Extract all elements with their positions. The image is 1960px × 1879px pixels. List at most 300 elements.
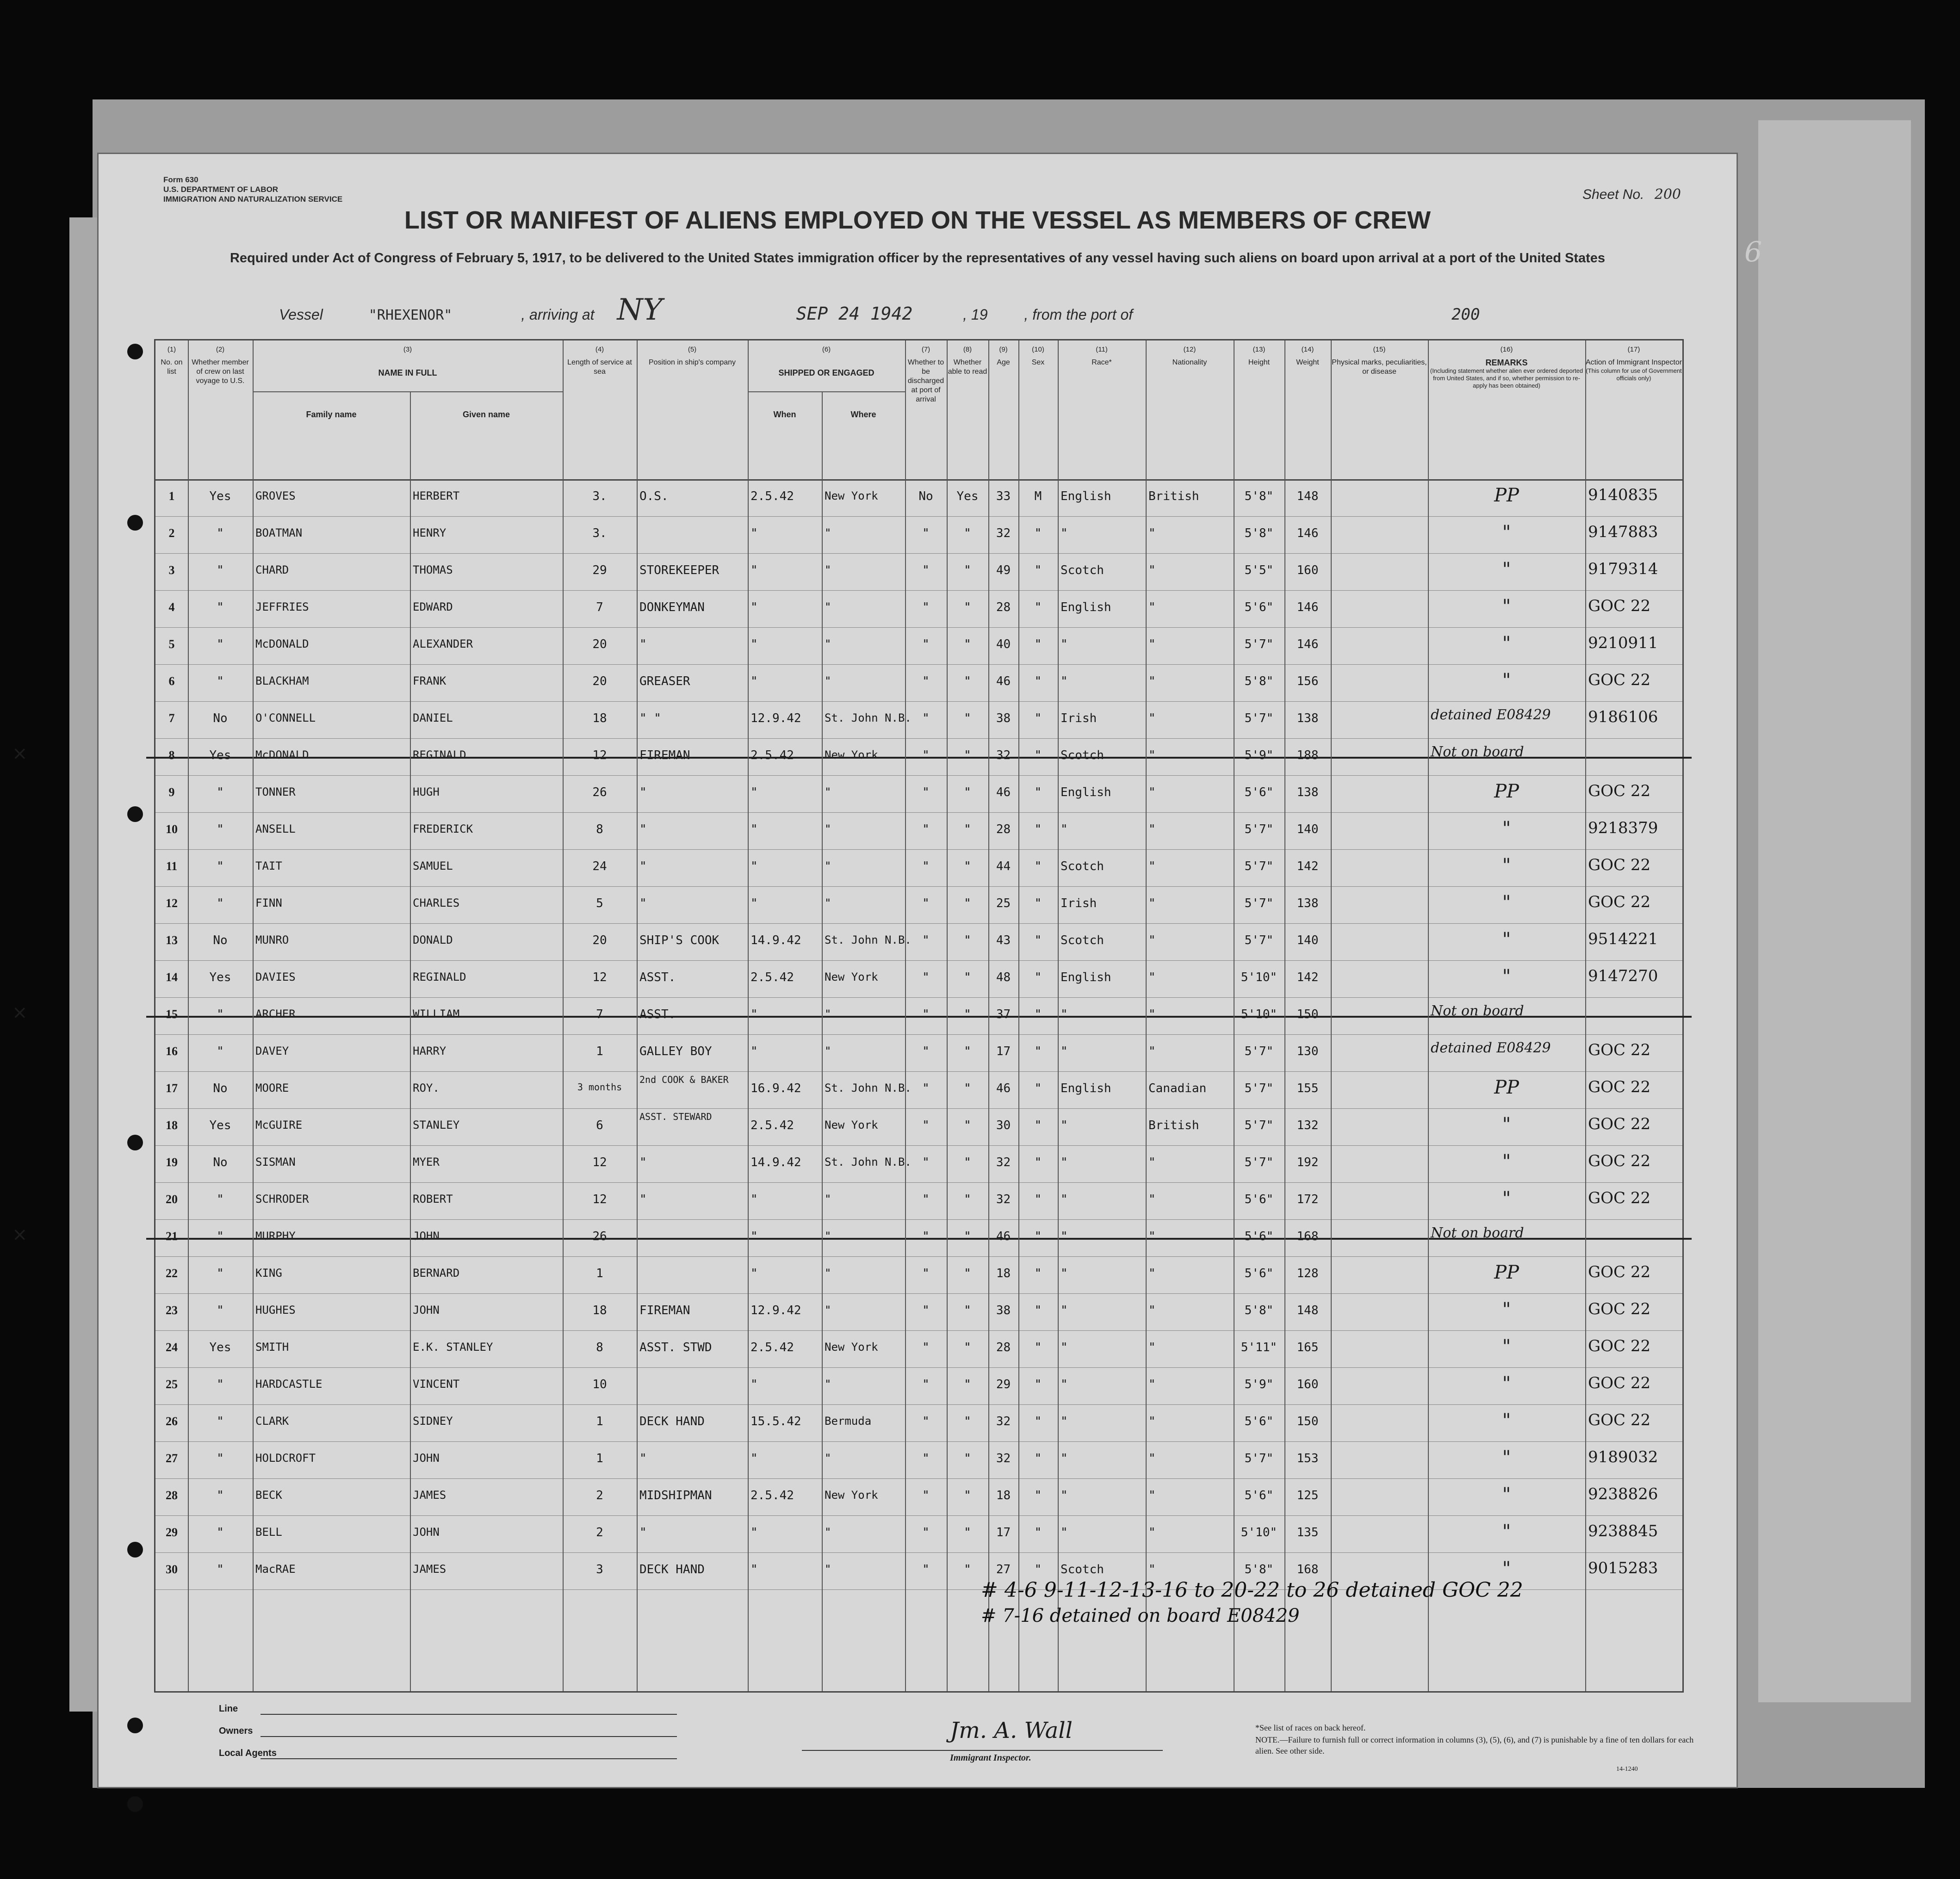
cell-prev: " [217, 1415, 224, 1428]
cell-family: ARCHER [255, 1007, 296, 1020]
cell-pos: DECK HAND [639, 1415, 705, 1428]
race-note: *See list of races on back hereof. [1255, 1723, 1366, 1732]
cell-age: 46 [996, 1230, 1011, 1243]
cell-where: " [825, 1007, 831, 1020]
cell-ht: 5'6" [1244, 1267, 1274, 1280]
cell-n: 21 [166, 1230, 178, 1243]
cell-wt: 142 [1296, 859, 1319, 873]
cell-act: GOC 22 [1588, 782, 1651, 800]
table-row [155, 1108, 1682, 1145]
cell-rem: " [1502, 855, 1511, 876]
cell-act: 9179314 [1588, 560, 1658, 578]
cell-race: " [1061, 1007, 1068, 1021]
column-header-c10 [1018, 345, 1058, 367]
cell-when: 12.9.42 [751, 711, 801, 725]
cell-prev: " [217, 1452, 224, 1465]
cell-race: " [1061, 1230, 1068, 1243]
cell-prev: Yes [209, 970, 231, 984]
cell-rem: Not on board [1431, 1003, 1524, 1019]
cell-pos: O.S. [639, 489, 669, 503]
cell-race: English [1061, 600, 1111, 614]
cell-sex: " [1034, 1489, 1042, 1502]
cell-age: 25 [996, 896, 1011, 910]
cell-when: " [751, 1267, 758, 1280]
column-note: (This column for use of Government officials only) [1586, 367, 1682, 382]
column-label: Weight [1296, 358, 1319, 366]
cell-prev: " [217, 600, 224, 614]
cell-prev: " [217, 1304, 224, 1317]
cell-rem: " [1502, 1114, 1511, 1135]
cell-disch: " [922, 1526, 930, 1539]
cell-n: 7 [168, 711, 175, 725]
cell-age: 46 [996, 1082, 1011, 1095]
cell-race: " [1061, 1267, 1068, 1280]
cell-pos: MIDSHIPMAN [639, 1489, 712, 1502]
column-number: (9) [999, 346, 1008, 353]
cell-read: " [964, 1193, 971, 1206]
owners-label: Owners [219, 1726, 253, 1736]
cell-where: St. John N.B. [825, 1156, 912, 1168]
cell-wt: 188 [1296, 748, 1319, 762]
cell-family: SMITH [255, 1341, 289, 1354]
cell-rem: " [1502, 596, 1511, 617]
column-header-c2 [188, 345, 253, 386]
signature-rule [802, 1750, 1163, 1751]
sheet-number-label: Sheet No. [1582, 187, 1644, 202]
summary-note-2: # 7-16 detained on board E08429 [981, 1605, 1300, 1626]
cell-act: GOC 22 [1588, 597, 1651, 615]
cell-disch: " [922, 785, 930, 799]
cell-n: 30 [166, 1563, 178, 1576]
cell-read: " [964, 600, 971, 614]
column-header-c11 [1058, 345, 1146, 367]
cell-disch: " [922, 1230, 930, 1243]
cell-disch: " [922, 1452, 930, 1465]
column-number: (16) [1500, 346, 1513, 353]
cell-act: GOC 22 [1588, 893, 1651, 911]
cell-family: MOORE [255, 1082, 289, 1094]
cell-where: " [825, 785, 831, 798]
cell-given: JOHN [413, 1304, 440, 1317]
cell-ht: 5'8" [1244, 674, 1274, 688]
cell-svc: 3 [596, 1563, 603, 1576]
cell-sex: " [1034, 1267, 1042, 1280]
cell-age: 38 [996, 1304, 1011, 1317]
cell-read: " [964, 1156, 971, 1169]
cell-given: MYER [413, 1156, 440, 1168]
cell-ht: 5'7" [1244, 711, 1274, 725]
cell-age: 32 [996, 1156, 1011, 1169]
arrival-port: NY [617, 293, 663, 327]
cell-disch: " [922, 1489, 930, 1502]
cell-age: 28 [996, 600, 1011, 614]
cell-pos: ASST. STWD [639, 1341, 712, 1354]
cell-given: FRANK [413, 674, 447, 687]
cell-disch: " [922, 637, 930, 651]
cell-family: ANSELL [255, 822, 296, 835]
cell-pos: GALLEY BOY [639, 1045, 712, 1058]
cell-when: 2.5.42 [751, 1489, 794, 1502]
cell-act: 9514221 [1588, 930, 1658, 948]
cell-svc: 24 [592, 859, 607, 873]
cell-disch: " [922, 563, 930, 577]
cell-where: New York [825, 748, 878, 761]
cell-wt: 192 [1296, 1156, 1319, 1169]
cell-act: GOC 22 [1588, 1337, 1651, 1355]
cell-wt: 148 [1296, 1304, 1319, 1317]
cell-act: 9238826 [1588, 1485, 1658, 1503]
summary-note-1: # 4-6 9-11-12-13-16 to 20-22 to 26 detained GOC 22 [981, 1578, 1523, 1602]
cell-age: 49 [996, 563, 1011, 577]
cell-where: " [825, 1378, 831, 1391]
cell-given: CHARLES [413, 896, 460, 909]
cell-pos: " [639, 896, 647, 910]
cell-act: GOC 22 [1588, 1041, 1651, 1059]
cell-given: BERNARD [413, 1267, 460, 1279]
cell-rem: " [1502, 1373, 1511, 1394]
cell-pos: DONKEYMAN [639, 600, 705, 614]
table-row [12, 738, 1682, 775]
cell-when: " [751, 674, 758, 688]
cell-wt: 128 [1296, 1267, 1319, 1280]
cell-act: 9189032 [1588, 1448, 1658, 1466]
cell-act: GOC 22 [1588, 1189, 1651, 1207]
column-number: (15) [1373, 346, 1386, 353]
cell-age: 48 [996, 970, 1011, 984]
cell-nat: " [1148, 933, 1156, 947]
cell-read: " [964, 1007, 971, 1021]
cell-when: " [751, 1193, 758, 1206]
cell-rem: " [1502, 1299, 1511, 1320]
column-label: Height [1248, 358, 1270, 366]
subheader-family: Family name [306, 410, 357, 419]
line-label: Line [219, 1704, 238, 1714]
cell-sex: " [1034, 526, 1042, 540]
cell-family: DAVIES [255, 970, 296, 983]
cell-n: 9 [168, 785, 175, 799]
cell-sex: " [1034, 1007, 1042, 1021]
table-row [12, 997, 1682, 1034]
cell-pos: " [639, 1526, 647, 1539]
cell-race: Scotch [1061, 859, 1104, 873]
cell-disch: " [922, 600, 930, 614]
cell-where: " [825, 822, 831, 835]
cross-mark: × [12, 743, 28, 764]
form-number: 14-1240 [1616, 1766, 1638, 1773]
cell-nat: " [1148, 1341, 1156, 1354]
column-divider [637, 340, 638, 1691]
cell-sex: " [1034, 1045, 1042, 1058]
cell-pos: SHIP'S COOK [639, 933, 719, 947]
cell-rem: " [1502, 1188, 1511, 1209]
cell-prev: " [217, 674, 224, 688]
cell-act: 9218379 [1588, 819, 1658, 837]
cell-family: JEFFRIES [255, 600, 309, 613]
cell-pos: " [639, 1452, 647, 1465]
cell-when: " [751, 1452, 758, 1465]
cell-when: " [751, 1378, 758, 1391]
column-divider [1284, 340, 1285, 1691]
cell-where: St. John N.B. [825, 933, 912, 946]
cell-disch: " [922, 748, 930, 762]
cell-family: CHARD [255, 563, 289, 576]
cell-where: " [825, 637, 831, 650]
column-number: (6) [822, 346, 831, 353]
cell-where: " [825, 1045, 831, 1057]
cell-prev: " [217, 637, 224, 651]
column-divider [905, 340, 906, 1691]
cell-race: " [1061, 1045, 1068, 1058]
cell-prev: " [217, 896, 224, 910]
cell-n: 17 [166, 1082, 178, 1095]
column-label: No. on list [161, 358, 183, 376]
cell-race: " [1061, 637, 1068, 651]
cell-act: GOC 22 [1588, 1078, 1651, 1096]
cell-disch: " [922, 1341, 930, 1354]
cell-nat: " [1148, 1045, 1156, 1058]
cell-n: 26 [166, 1415, 178, 1428]
column-header-c1 [155, 345, 188, 377]
cell-family: BECK [255, 1489, 282, 1502]
cell-pos: ASST. STEWARD [639, 1111, 712, 1122]
cell-nat: " [1148, 1489, 1156, 1502]
cell-nat: " [1148, 1230, 1156, 1243]
cell-svc: 2 [596, 1489, 603, 1502]
cell-family: TAIT [255, 859, 282, 872]
manifest-sheet [12, 153, 1738, 1788]
cell-svc: 1 [596, 1452, 603, 1465]
cell-where: " [825, 1267, 831, 1279]
cell-when: " [751, 1007, 758, 1021]
cell-nat: " [1148, 1007, 1156, 1021]
cell-wt: 155 [1296, 1082, 1319, 1095]
cell-sex: " [1034, 1415, 1042, 1428]
cell-race: " [1061, 1452, 1068, 1465]
cell-prev: " [217, 1007, 224, 1021]
column-label: Sex [1031, 358, 1045, 366]
cell-rem: " [1502, 522, 1511, 543]
subcolumn-divider [822, 391, 823, 1691]
cell-age: 37 [996, 1007, 1011, 1021]
cell-when: " [751, 785, 758, 799]
cell-wt: 135 [1296, 1526, 1319, 1539]
cell-age: 29 [996, 1378, 1011, 1391]
cell-rem: " [1502, 1151, 1511, 1172]
table-row [155, 1293, 1682, 1330]
cell-wt: 165 [1296, 1341, 1319, 1354]
cell-ht: 5'7" [1244, 859, 1274, 873]
header-subrule [748, 391, 905, 392]
cell-pos: " " [639, 711, 661, 725]
column-label: Position in ship's company [648, 358, 736, 366]
column-header-c7 [905, 345, 947, 404]
cell-pos: " [639, 785, 647, 799]
cell-n: 2 [168, 526, 175, 540]
cell-sex: " [1034, 1193, 1042, 1206]
cell-wt: 172 [1296, 1193, 1319, 1206]
cell-age: 30 [996, 1119, 1011, 1132]
form-id-line: IMMIGRATION AND NATURALIZATION SERVICE [163, 195, 343, 204]
cell-race: Scotch [1061, 933, 1104, 947]
cell-svc: 29 [592, 563, 607, 577]
cell-prev: " [217, 1230, 224, 1243]
cell-where: St. John N.B. [825, 1082, 912, 1094]
table-row [155, 1404, 1682, 1441]
cell-ht: 5'11" [1241, 1341, 1278, 1354]
cell-rem: " [1502, 1336, 1511, 1357]
cell-where: New York [825, 1119, 878, 1131]
column-number: (14) [1301, 346, 1314, 353]
cell-prev: " [217, 1045, 224, 1058]
table-row [155, 664, 1682, 701]
cross-mark: × [12, 1002, 28, 1023]
table-row [155, 960, 1682, 997]
table-header [155, 340, 1682, 481]
cell-disch: " [922, 1378, 930, 1391]
cell-race: English [1061, 970, 1111, 984]
cell-disch: " [922, 1304, 930, 1317]
cell-family: McDONALD [255, 748, 309, 761]
cell-given: JOHN [413, 1230, 440, 1242]
cell-rem: " [1502, 892, 1511, 913]
cell-prev: " [217, 1563, 224, 1576]
cell-disch: " [922, 1267, 930, 1280]
cell-given: STANLEY [413, 1119, 460, 1131]
table-row [155, 701, 1682, 738]
column-label: Whether to be discharged at port of arrival [907, 358, 944, 403]
cell-prev: No [213, 711, 228, 725]
cell-n: 13 [166, 933, 178, 947]
column-label: REMARKS [1485, 358, 1528, 367]
cell-prev: No [213, 1156, 228, 1169]
cell-nat: British [1148, 489, 1199, 503]
edge-number: 6 [1744, 236, 1762, 268]
cell-svc: 26 [592, 1230, 607, 1243]
cell-read: " [964, 896, 971, 910]
cell-when: 12.9.42 [751, 1304, 801, 1317]
cell-family: MacRAE [255, 1563, 296, 1576]
table-row [155, 1441, 1682, 1478]
column-divider [1428, 340, 1429, 1691]
punch-hole [127, 1796, 143, 1812]
cell-when: " [751, 859, 758, 873]
punch-hole [127, 806, 143, 822]
cell-where: New York [825, 1341, 878, 1354]
cell-ht: 5'10" [1241, 1007, 1278, 1021]
cell-n: 29 [166, 1526, 178, 1539]
cell-race: " [1061, 1304, 1068, 1317]
cell-family: BLACKHAM [255, 674, 309, 687]
cell-family: McGUIRE [255, 1119, 303, 1131]
cell-race: Scotch [1061, 748, 1104, 762]
column-divider [947, 340, 948, 1691]
cell-rem: PP [1494, 485, 1519, 506]
cell-svc: 26 [592, 785, 607, 799]
cell-age: 46 [996, 785, 1011, 799]
cell-prev: " [217, 859, 224, 873]
cell-given: EDWARD [413, 600, 453, 613]
cell-read: " [964, 1082, 971, 1095]
cell-family: HARDCASTLE [255, 1378, 323, 1391]
cell-when: 15.5.42 [751, 1415, 801, 1428]
column-number: (8) [963, 346, 972, 353]
cell-family: HUGHES [255, 1304, 296, 1317]
punch-hole [127, 515, 143, 531]
punch-hole [127, 1135, 143, 1150]
cell-family: FINN [255, 896, 282, 909]
cell-given: REGINALD [413, 748, 466, 761]
cell-ht: 5'8" [1244, 526, 1274, 540]
cell-read: " [964, 637, 971, 651]
cell-disch: " [922, 970, 930, 984]
cell-sex: " [1034, 711, 1042, 725]
cell-wt: 146 [1296, 600, 1319, 614]
column-header-c16 [1428, 345, 1585, 389]
table-row [155, 1145, 1682, 1182]
page-title: LIST OR MANIFEST OF ALIENS EMPLOYED ON THE VESSEL AS MEMBERS OF CREW [404, 206, 1431, 234]
cell-n: 6 [168, 674, 175, 688]
cell-prev: " [217, 1267, 224, 1280]
cell-disch: " [922, 1156, 930, 1169]
column-number: (7) [921, 346, 930, 353]
cell-where: New York [825, 970, 878, 983]
cell-svc: 8 [596, 822, 603, 836]
cell-age: 40 [996, 637, 1011, 651]
cell-read: " [964, 1045, 971, 1058]
cell-n: 14 [166, 970, 178, 984]
cell-rem: " [1502, 1447, 1511, 1468]
strike-through-line [146, 1016, 1692, 1018]
table-row [155, 1034, 1682, 1071]
table-row [155, 923, 1682, 960]
cell-wt: 132 [1296, 1119, 1319, 1132]
cell-rem: Not on board [1431, 1225, 1524, 1241]
cell-disch: " [922, 933, 930, 947]
column-label: Whether able to read [948, 358, 987, 376]
cell-ht: 5'7" [1244, 933, 1274, 947]
cell-read: " [964, 563, 971, 577]
column-divider [988, 340, 989, 1691]
cell-pos: ASST. [639, 1007, 676, 1021]
table-row [155, 479, 1682, 516]
column-number: (3) [403, 346, 412, 353]
cell-given: HENRY [413, 526, 447, 539]
cell-family: McDONALD [255, 637, 309, 650]
cell-pos: GREASER [639, 674, 690, 688]
column-number: (4) [595, 346, 604, 353]
cell-pos: " [639, 1193, 647, 1206]
cell-ht: 5'9" [1244, 748, 1274, 762]
column-number: (10) [1032, 346, 1044, 353]
column-header-c4 [563, 345, 637, 377]
column-label: NAME IN FULL [378, 368, 437, 377]
vessel-label: Vessel [279, 306, 323, 323]
cell-read: " [964, 970, 971, 984]
cell-family: KING [255, 1267, 282, 1279]
cell-read: " [964, 674, 971, 688]
column-number: (2) [216, 346, 225, 353]
strike-through-line [146, 757, 1692, 759]
cell-when: " [751, 637, 758, 651]
subheader-given: Given name [462, 410, 510, 419]
cell-n: 8 [168, 748, 175, 762]
cell-rem: detained E08429 [1431, 707, 1551, 723]
cell-prev: " [217, 563, 224, 577]
column-label: Length of service at sea [567, 358, 632, 376]
cell-rem: " [1502, 1484, 1511, 1505]
cell-svc: 12 [592, 748, 607, 762]
cell-n: 22 [166, 1267, 178, 1280]
